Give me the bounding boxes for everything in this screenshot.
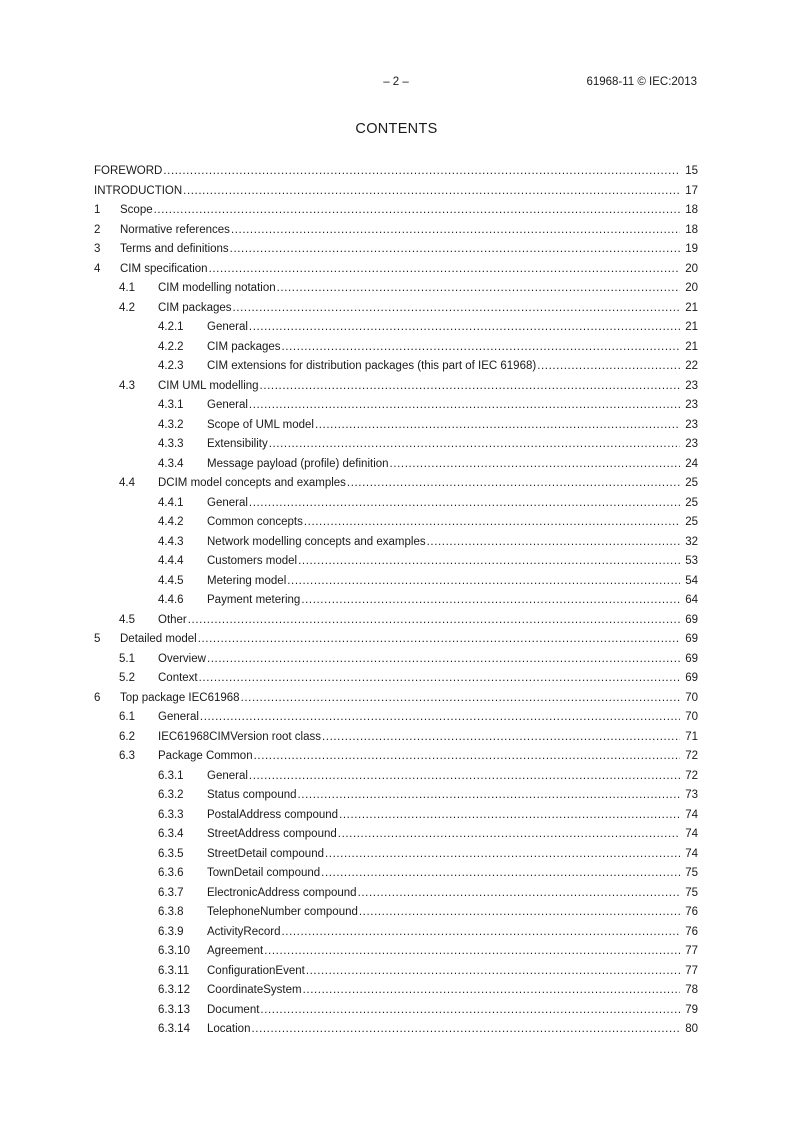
toc-entry-title: CIM packages — [158, 301, 232, 314]
toc-entry[interactable] — [94, 592, 698, 612]
toc-entry-page: 23 — [685, 438, 698, 450]
toc-entry-page: 75 — [685, 886, 698, 899]
toc-entry-page: 72 — [685, 750, 698, 762]
toc-entry-page: 76 — [685, 906, 698, 918]
toc-entry[interactable] — [94, 475, 698, 495]
toc-entry-title: Document — [207, 1003, 260, 1016]
toc-entry-number: 6.3.7 — [158, 886, 184, 899]
toc-entry-page: 71 — [685, 730, 698, 743]
toc-entry[interactable] — [94, 787, 698, 807]
toc-entry-number: 6.3.3 — [158, 808, 184, 821]
toc-entry-number: 4.3.1 — [158, 399, 184, 411]
dot-leader — [163, 165, 680, 177]
toc-entry[interactable] — [94, 865, 698, 885]
toc-entry[interactable] — [94, 261, 698, 281]
toc-entry-title: Normative references — [120, 223, 230, 236]
toc-entry-page: 32 — [685, 535, 698, 548]
toc-entry-number: 4.1 — [119, 282, 135, 294]
dot-leader — [325, 848, 680, 860]
toc-entry-page: 53 — [685, 555, 698, 567]
toc-entry-page: 74 — [685, 847, 698, 860]
toc-entry-page: 23 — [685, 418, 698, 431]
dot-leader — [260, 380, 680, 392]
toc-entry[interactable] — [94, 651, 698, 671]
toc-entry-page: 23 — [685, 399, 698, 411]
toc-entry-page: 21 — [685, 301, 698, 314]
toc-entry[interactable] — [94, 163, 698, 183]
dot-leader — [249, 497, 680, 509]
dot-leader — [188, 614, 680, 626]
toc-entry-number: 6.3.5 — [158, 847, 184, 860]
toc-entry-number: 4 — [94, 262, 101, 275]
dot-leader — [230, 243, 680, 255]
toc-entry-page: 69 — [685, 633, 698, 645]
toc-entry-number: 3 — [94, 243, 101, 255]
toc-entry-title: StreetAddress compound — [207, 828, 337, 840]
toc-entry-title: StreetDetail compound — [207, 847, 324, 860]
toc-entry-title: Top package IEC61968 — [120, 691, 240, 704]
toc-entry-number: 6.3.12 — [158, 984, 190, 996]
toc-entry[interactable] — [94, 612, 698, 632]
dot-leader — [339, 809, 680, 821]
toc-entry-title: Terms and definitions — [120, 243, 229, 255]
toc-entry-number: 4.3.3 — [158, 438, 184, 450]
toc-entry-title: General — [207, 769, 248, 782]
dot-leader — [287, 575, 680, 587]
toc-entry-page: 18 — [685, 223, 698, 236]
toc-entry[interactable] — [94, 202, 698, 222]
dot-leader — [264, 945, 680, 957]
toc-entry-number: 6.3.14 — [158, 1023, 190, 1035]
page-number: – 2 – — [383, 76, 409, 88]
toc-entry-title: CIM UML modelling — [158, 379, 259, 392]
toc-entry[interactable] — [94, 690, 698, 710]
toc-entry-title: Agreement — [207, 945, 264, 957]
toc-entry-page: 25 — [685, 496, 698, 509]
dot-leader — [359, 906, 680, 918]
toc-entry[interactable] — [94, 280, 698, 300]
toc-entry-number: 6.3.9 — [158, 925, 184, 938]
dot-leader — [303, 984, 680, 996]
toc-entry-number: 6 — [94, 691, 101, 704]
toc-entry[interactable] — [94, 924, 698, 944]
toc-entry-page: 25 — [685, 477, 698, 489]
dot-leader — [251, 1023, 680, 1035]
toc-entry-page: 22 — [685, 360, 698, 372]
toc-entry-number: 4.4.5 — [158, 574, 184, 587]
toc-entry-page: 77 — [685, 964, 698, 977]
dot-leader — [277, 282, 680, 294]
dot-leader — [427, 536, 680, 548]
toc-entry-title: ConfigurationEvent — [207, 964, 305, 977]
toc-entry-title: Message payload (profile) definition — [207, 457, 389, 470]
toc-entry[interactable] — [94, 807, 698, 827]
dot-leader — [209, 263, 680, 275]
toc-entry-title: ElectronicAddress compound — [207, 886, 357, 899]
toc-entry[interactable] — [94, 573, 698, 593]
dot-leader — [249, 321, 680, 333]
toc-entry-title: Scope — [120, 204, 153, 216]
toc-entry-number: 6.3 — [119, 750, 135, 762]
toc-entry-number: 5.2 — [119, 672, 135, 684]
toc-entry-page: 75 — [685, 867, 698, 879]
dot-leader — [200, 711, 680, 723]
toc-entry-number: 1 — [94, 204, 101, 216]
dot-leader — [282, 341, 680, 353]
toc-entry[interactable] — [94, 729, 698, 749]
toc-entry-title: General — [207, 496, 248, 509]
toc-entry-page: 25 — [685, 516, 698, 528]
toc-entry-title: Metering model — [207, 574, 287, 587]
toc-entry-page: 69 — [685, 613, 698, 626]
toc-entry-number: 4.2.3 — [158, 360, 184, 372]
toc-entry-number: 6.3.10 — [158, 945, 190, 957]
toc-entry-page: 24 — [685, 457, 698, 470]
toc-entry[interactable] — [94, 963, 698, 983]
toc-entry[interactable] — [94, 319, 698, 339]
toc-entry[interactable] — [94, 709, 698, 729]
toc-entry[interactable] — [94, 631, 698, 651]
toc-entry-number: 5.1 — [119, 652, 135, 665]
toc-entry-title: General — [207, 321, 248, 333]
toc-entry-number: 4.4.3 — [158, 535, 184, 548]
dot-leader — [537, 360, 680, 372]
toc-entry-number: 6.3.6 — [158, 867, 184, 879]
toc-entry-page: 77 — [685, 945, 698, 957]
toc-entry-title: CIM specification — [120, 262, 208, 275]
toc-entry[interactable] — [94, 300, 698, 320]
toc-entry[interactable] — [94, 495, 698, 515]
toc-entry[interactable] — [94, 885, 698, 905]
toc-entry-number: 2 — [94, 223, 101, 236]
dot-leader — [358, 887, 680, 899]
toc-entry[interactable] — [94, 241, 698, 261]
toc-entry-title: Overview — [158, 652, 206, 665]
dot-leader — [260, 1004, 680, 1016]
dot-leader — [249, 399, 680, 411]
toc-entry[interactable] — [94, 748, 698, 768]
dot-leader — [306, 965, 680, 977]
toc-entry-title: CIM extensions for distribution packages (this part of IEC 61968) — [207, 360, 537, 372]
dot-leader — [231, 224, 680, 236]
toc-entry-number: 6.3.2 — [158, 789, 184, 801]
toc-entry-page: 64 — [685, 594, 698, 606]
toc-entry[interactable] — [94, 1002, 698, 1022]
toc-entry-page: 69 — [685, 652, 698, 665]
dot-leader — [269, 438, 680, 450]
toc-entry-page: 20 — [685, 282, 698, 294]
toc-entry[interactable] — [94, 358, 698, 378]
toc-entry-title: CoordinateSystem — [207, 984, 302, 996]
toc-entry-page: 70 — [685, 691, 698, 704]
toc-entry-page: 21 — [685, 340, 698, 353]
toc-entry-number: 4.2 — [119, 301, 135, 314]
toc-entry[interactable] — [94, 222, 698, 242]
toc-entry-title: Status compound — [207, 789, 297, 801]
toc-entry-page: 54 — [685, 574, 698, 587]
toc-entry-page: 23 — [685, 379, 698, 392]
toc-entry-page: 79 — [685, 1003, 698, 1016]
toc-entry[interactable] — [94, 339, 698, 359]
toc-entry[interactable] — [94, 534, 698, 554]
toc-entry[interactable] — [94, 378, 698, 398]
toc-entry[interactable] — [94, 768, 698, 788]
toc-entry-page: 73 — [685, 789, 698, 801]
toc-entry-title: Scope of UML model — [207, 418, 314, 431]
toc-entry-title: PostalAddress compound — [207, 808, 339, 821]
toc-entry-title: DCIM model concepts and examples — [158, 477, 346, 489]
dot-leader — [298, 789, 680, 801]
toc-entry[interactable] — [94, 904, 698, 924]
toc-entry-number: 6.1 — [119, 711, 135, 723]
toc-entry-page: 69 — [685, 672, 698, 684]
toc-entry-number: 4.4.6 — [158, 594, 184, 606]
dot-leader — [338, 828, 680, 840]
toc-entry-title: Context — [158, 672, 198, 684]
toc-entry-page: 80 — [685, 1023, 698, 1035]
toc-entry[interactable] — [94, 670, 698, 690]
dot-leader — [301, 594, 680, 606]
document-reference: 61968-11 © IEC:2013 — [586, 76, 697, 88]
dot-leader — [304, 516, 680, 528]
dot-leader — [207, 653, 680, 665]
toc-entry-title: Package Common — [158, 750, 253, 762]
dot-leader — [321, 867, 680, 879]
toc-entry[interactable] — [94, 1021, 698, 1041]
dot-leader — [154, 204, 680, 216]
toc-entry-page: 17 — [685, 184, 698, 197]
dot-leader — [199, 672, 680, 684]
toc-entry-number: 4.3.2 — [158, 418, 184, 431]
dot-leader — [282, 926, 681, 938]
toc-entry[interactable] — [94, 436, 698, 456]
toc-entry-page: 70 — [685, 711, 698, 723]
toc-entry-title: Extensibility — [207, 438, 268, 450]
toc-entry-title: General — [207, 399, 248, 411]
toc-entry-title: Network modelling concepts and examples — [207, 535, 426, 548]
toc-entry-page: 74 — [685, 808, 698, 821]
toc-entry[interactable] — [94, 183, 698, 203]
toc-entry-title: FOREWORD — [94, 165, 163, 177]
toc-entry-title: Customers model — [207, 555, 298, 567]
toc-entry-number: 4.4 — [119, 477, 135, 489]
contents-heading: CONTENTS — [355, 121, 438, 137]
toc-entry-number: 6.3.1 — [158, 769, 184, 782]
dot-leader — [233, 302, 680, 314]
toc-entry-page: 78 — [685, 984, 698, 996]
toc-entry-number: 6.3.13 — [158, 1003, 190, 1016]
toc-entry[interactable] — [94, 456, 698, 476]
toc-entry-title: Common concepts — [207, 516, 303, 528]
toc-entry[interactable] — [94, 826, 698, 846]
toc-entry-number: 4.2.1 — [158, 321, 184, 333]
toc-entry-page: 72 — [685, 769, 698, 782]
toc-entry-number: 4.4.2 — [158, 516, 184, 528]
dot-leader — [249, 770, 680, 782]
dot-leader — [254, 750, 680, 762]
toc-entry-title: CIM packages — [207, 340, 281, 353]
toc-entry-title: ActivityRecord — [207, 925, 281, 938]
toc-entry-number: 4.2.2 — [158, 340, 184, 353]
toc-entry-title: CIM modelling notation — [158, 282, 276, 294]
toc-entry[interactable] — [94, 553, 698, 573]
toc-entry-number: 6.3.8 — [158, 906, 184, 918]
toc-entry-title: Other — [158, 613, 187, 626]
toc-entry-page: 20 — [685, 262, 698, 275]
toc-entry-page: 21 — [685, 321, 698, 333]
toc-entry[interactable] — [94, 982, 698, 1002]
toc-entry-title: INTRODUCTION — [94, 184, 183, 197]
toc-entry-title: General — [158, 711, 199, 723]
dot-leader — [183, 185, 680, 197]
toc-entry-title: IEC61968CIMVersion root class — [158, 730, 321, 743]
toc-entry-number: 5 — [94, 633, 101, 645]
toc-entry-number: 4.3.4 — [158, 457, 184, 470]
toc-entry-title: Payment metering — [207, 594, 301, 606]
toc-entry-page: 76 — [685, 925, 698, 938]
toc-entry[interactable] — [94, 397, 698, 417]
dot-leader — [241, 692, 680, 704]
toc-entry[interactable] — [94, 417, 698, 437]
toc-entry-number: 4.5 — [119, 613, 135, 626]
dot-leader — [390, 458, 680, 470]
table-of-contents — [94, 163, 698, 1041]
dot-leader — [322, 731, 680, 743]
toc-entry-title: Detailed model — [120, 633, 197, 645]
toc-entry[interactable] — [94, 846, 698, 866]
toc-entry-number: 6.3.4 — [158, 828, 184, 840]
toc-entry-number: 6.3.11 — [158, 964, 190, 977]
toc-entry[interactable] — [94, 943, 698, 963]
toc-entry-number: 4.3 — [119, 379, 135, 392]
dot-leader — [347, 477, 680, 489]
dot-leader — [198, 633, 680, 645]
toc-entry-number: 4.4.1 — [158, 496, 184, 509]
toc-entry-title: TownDetail compound — [207, 867, 321, 879]
toc-entry-title: Location — [207, 1023, 251, 1035]
toc-entry-number: 4.4.4 — [158, 555, 184, 567]
toc-entry-number: 6.2 — [119, 730, 135, 743]
toc-entry[interactable] — [94, 514, 698, 534]
toc-entry-page: 15 — [685, 165, 698, 177]
toc-entry-page: 74 — [685, 828, 698, 840]
toc-entry-title: TelephoneNumber compound — [207, 906, 358, 918]
dot-leader — [298, 555, 680, 567]
dot-leader — [315, 419, 680, 431]
toc-entry-page: 18 — [685, 204, 698, 216]
toc-entry-page: 19 — [685, 243, 698, 255]
